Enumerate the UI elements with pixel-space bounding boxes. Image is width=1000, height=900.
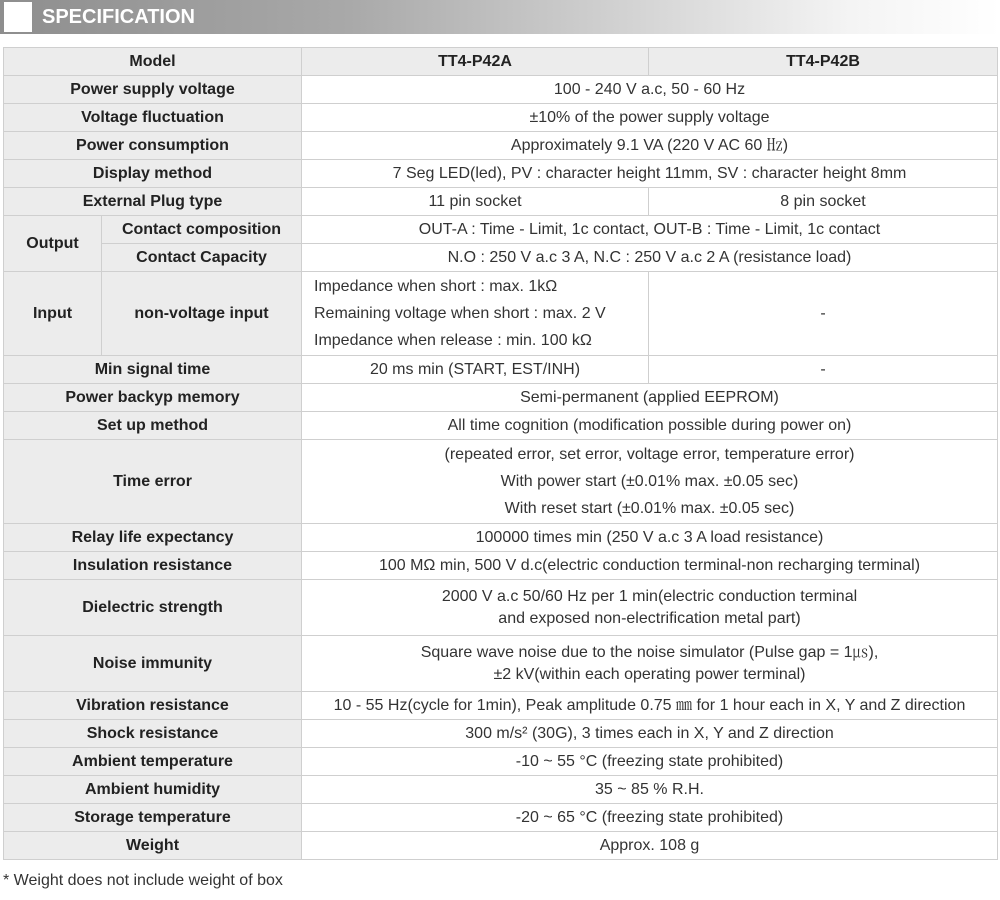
- table-row: [4, 76, 998, 104]
- table-row: [4, 440, 998, 524]
- time-error-line: (repeated error, set error, voltage error, temperature error): [444, 446, 855, 463]
- footnote: * Weight does not include weight of box: [3, 872, 283, 889]
- row-value: 100 - 240 V a.c, 50 - 60 Hz: [302, 76, 998, 104]
- noise-line: ±2 kV(within each operating power terminal): [493, 665, 806, 683]
- section-title: SPECIFICATION: [42, 6, 195, 28]
- row-value: 10 - 55 Hz(cycle for 1min), Peak amplitude 0.75 ㎜ for 1 hour each in X, Y and Z direction: [302, 692, 998, 720]
- table-row: [4, 748, 998, 776]
- row-value: Approx. 108 g: [302, 832, 998, 860]
- time-error-line: With power start (±0.01% max. ±0.05 sec): [500, 473, 799, 490]
- table-row: [4, 804, 998, 832]
- table-row: [4, 272, 998, 356]
- table-row-model: [4, 48, 998, 76]
- group-label-input: Input: [4, 272, 102, 356]
- row-value: OUT-A : Time - Limit, 1c contact, OUT-B : Time - Limit, 1c contact: [302, 216, 998, 244]
- table-row: [4, 412, 998, 440]
- row-label: Storage temperature: [4, 804, 302, 832]
- table-row: [4, 580, 998, 636]
- table-row: [4, 104, 998, 132]
- time-error-line: With reset start (±0.01% max. ±0.05 sec): [504, 500, 795, 517]
- section-header: [0, 0, 1000, 38]
- row-value: 7 Seg LED(led), PV : character height 11mm, SV : character height 8mm: [302, 160, 998, 188]
- table-row: [4, 524, 998, 552]
- row-value: Approximately 9.1 VA (220 V AC 60 ㎐): [302, 132, 998, 160]
- row-label: Set up method: [4, 412, 302, 440]
- row-label: Voltage fluctuation: [4, 104, 302, 132]
- table-row: [4, 776, 998, 804]
- row-label: Relay life expectancy: [4, 524, 302, 552]
- row-value: 300 m/s² (30G), 3 times each in X, Y and Z direction: [302, 720, 998, 748]
- noise-line: Square wave noise due to the noise simulator (Pulse gap = 1㎲),: [420, 643, 879, 661]
- row-value-b: 8 pin socket: [649, 188, 998, 216]
- row-label: Weight: [4, 832, 302, 860]
- row-label: Power supply voltage: [4, 76, 302, 104]
- table-row: [4, 552, 998, 580]
- table-row: [4, 356, 998, 384]
- row-value: -20 ~ 65 °C (freezing state prohibited): [302, 804, 998, 832]
- row-label: Power consumption: [4, 132, 302, 160]
- row-label: Noise immunity: [4, 636, 302, 692]
- row-label: Ambient humidity: [4, 776, 302, 804]
- row-value: All time cognition (modification possible during power on): [302, 412, 998, 440]
- input-line: Remaining voltage when short : max. 2 V: [314, 305, 606, 322]
- row-value-a: [302, 272, 649, 356]
- row-value-b: -: [649, 356, 998, 384]
- table-row: [4, 244, 998, 272]
- input-line: Impedance when release : min. 100 kΩ: [314, 332, 592, 349]
- row-label: Shock resistance: [4, 720, 302, 748]
- row-value: Semi-permanent (applied EEPROM): [302, 384, 998, 412]
- row-value-a: 11 pin socket: [302, 188, 649, 216]
- row-value: [302, 440, 998, 524]
- table-row: [4, 160, 998, 188]
- header-square-icon: [4, 2, 32, 32]
- row-label: External Plug type: [4, 188, 302, 216]
- row-value-b: -: [649, 272, 998, 356]
- model-b: TT4-P42B: [649, 48, 998, 76]
- row-value: ±10% of the power supply voltage: [302, 104, 998, 132]
- table-row: [4, 692, 998, 720]
- row-label: Ambient temperature: [4, 748, 302, 776]
- group-label-output: Output: [4, 216, 102, 272]
- row-value-a: 20 ms min (START, EST/INH): [302, 356, 649, 384]
- model-label: Model: [4, 48, 302, 76]
- row-label: non-voltage input: [102, 272, 302, 356]
- row-label: Insulation resistance: [4, 552, 302, 580]
- table-row: [4, 188, 998, 216]
- row-value: [302, 580, 998, 636]
- table-row: [4, 832, 998, 860]
- row-label: Display method: [4, 160, 302, 188]
- row-label: Contact Capacity: [102, 244, 302, 272]
- table-row: [4, 132, 998, 160]
- row-label: Min signal time: [4, 356, 302, 384]
- model-a: TT4-P42A: [302, 48, 649, 76]
- table-row: [4, 720, 998, 748]
- table-row: [4, 636, 998, 692]
- dielectric-line: 2000 V a.c 50/60 Hz per 1 min(electric conduction terminal: [441, 587, 858, 605]
- row-value: 100 MΩ min, 500 V d.c(electric conduction terminal-non recharging terminal): [302, 552, 998, 580]
- row-value: [302, 636, 998, 692]
- specification-table: [3, 47, 998, 860]
- row-value: -10 ~ 55 °C (freezing state prohibited): [302, 748, 998, 776]
- dielectric-line: and exposed non-electrification metal part): [498, 609, 801, 627]
- row-label: Time error: [4, 440, 302, 524]
- row-label: Dielectric strength: [4, 580, 302, 636]
- row-value: 35 ~ 85 % R.H.: [302, 776, 998, 804]
- row-label: Power backyp memory: [4, 384, 302, 412]
- row-label: Vibration resistance: [4, 692, 302, 720]
- input-line: Impedance when short : max. 1kΩ: [314, 278, 558, 295]
- row-label: Contact composition: [102, 216, 302, 244]
- row-value: 100000 times min (250 V a.c 3 A load resistance): [302, 524, 998, 552]
- table-row: [4, 384, 998, 412]
- row-value: N.O : 250 V a.c 3 A, N.C : 250 V a.c 2 A (resistance load): [302, 244, 998, 272]
- table-row: [4, 216, 998, 244]
